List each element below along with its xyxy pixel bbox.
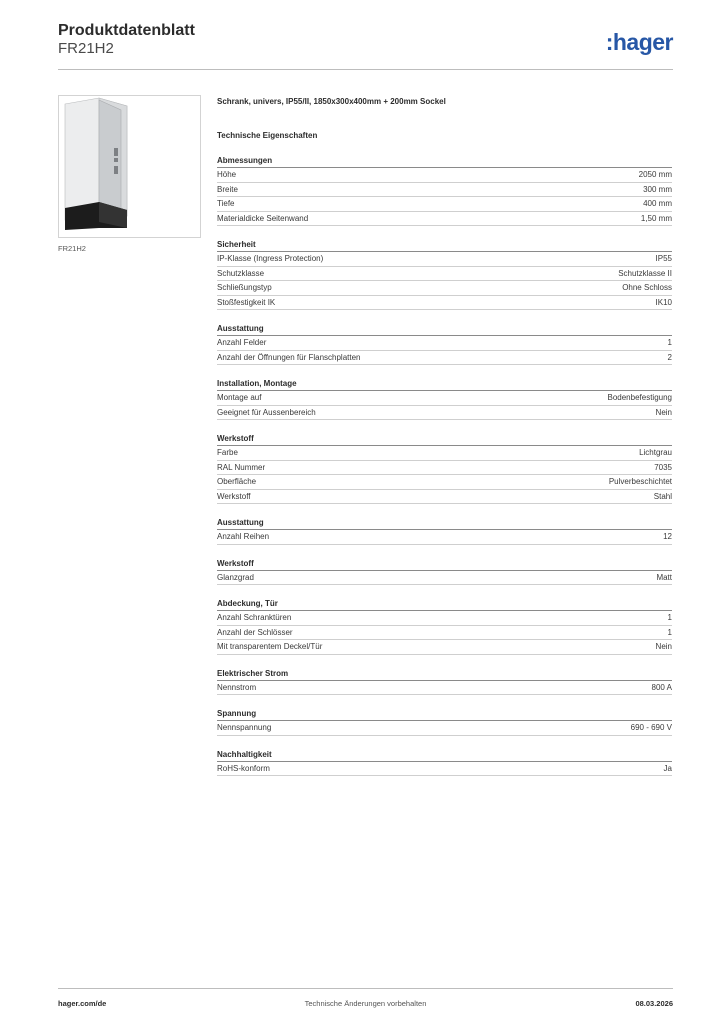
spec-value: 7035 bbox=[654, 462, 672, 472]
spec-value: Ohne Schloss bbox=[622, 283, 672, 292]
spec-value: Nein bbox=[655, 642, 672, 651]
spec-value: 690 - 690 V bbox=[630, 723, 672, 732]
spec-value: Lichtgrau bbox=[639, 448, 672, 457]
spec-section bbox=[217, 749, 672, 777]
section-title: Nachhaltigkeit bbox=[217, 749, 672, 762]
spec-row bbox=[217, 461, 672, 476]
section-title: Sicherheit bbox=[217, 239, 672, 252]
spec-label: Werkstoff bbox=[217, 491, 251, 501]
spec-value: Pulverbeschichtet bbox=[608, 477, 672, 486]
product-description: Schrank, univers, IP55/II, 1850x300x400mm + 200mm Sockel bbox=[217, 97, 446, 106]
spec-label: Stoßfestigkeit IK bbox=[217, 297, 276, 307]
page-header bbox=[58, 21, 673, 70]
spec-label: Anzahl Reihen bbox=[217, 532, 270, 541]
spec-value: Nein bbox=[655, 407, 672, 417]
spec-section bbox=[217, 378, 672, 420]
spec-value: 800 A bbox=[651, 682, 672, 692]
spec-row bbox=[217, 406, 672, 421]
spec-row bbox=[217, 681, 672, 696]
spec-value: 2050 mm bbox=[638, 170, 672, 179]
section-title: Installation, Montage bbox=[217, 378, 672, 391]
spec-row bbox=[217, 626, 672, 641]
spec-value: IP55 bbox=[655, 254, 672, 263]
spec-value: Bodenbefestigung bbox=[607, 393, 672, 402]
section-title: Ausstattung bbox=[217, 517, 672, 530]
spec-section bbox=[217, 517, 672, 545]
spec-label: RAL Nummer bbox=[217, 462, 266, 472]
spec-section bbox=[217, 433, 672, 504]
spec-row bbox=[217, 391, 672, 406]
hager-logo: :hager bbox=[605, 29, 673, 55]
spec-row bbox=[217, 490, 672, 505]
spec-value: 12 bbox=[663, 532, 672, 541]
spec-row bbox=[217, 296, 672, 311]
spec-row bbox=[217, 611, 672, 626]
spec-row bbox=[217, 197, 672, 212]
spec-section bbox=[217, 708, 672, 736]
spec-label: Breite bbox=[217, 184, 238, 194]
spec-row bbox=[217, 252, 672, 267]
spec-value: Ja bbox=[663, 763, 672, 773]
spec-value: Schutzklasse II bbox=[618, 268, 672, 278]
section-title: Elektrischer Strom bbox=[217, 668, 672, 681]
spec-label: Geeignet für Aussenbereich bbox=[217, 407, 316, 417]
section-title: Abdeckung, Tür bbox=[217, 598, 672, 611]
spec-section bbox=[217, 155, 672, 226]
spec-row bbox=[217, 351, 672, 366]
spec-section bbox=[217, 598, 672, 655]
spec-label: Anzahl der Öffnungen für Flanschplatten bbox=[217, 352, 361, 362]
product-image-caption: FR21H2 bbox=[58, 244, 86, 253]
spec-value: 1 bbox=[667, 338, 672, 347]
spec-row bbox=[217, 721, 672, 736]
spec-value: 1 bbox=[667, 627, 672, 637]
spec-row bbox=[217, 281, 672, 296]
footer-date: 08.03.2026 bbox=[635, 999, 673, 1008]
spec-label: Nennstrom bbox=[217, 682, 257, 692]
spec-row bbox=[217, 762, 672, 777]
section-title: Werkstoff bbox=[217, 558, 672, 571]
spec-row bbox=[217, 183, 672, 198]
spec-row bbox=[217, 475, 672, 490]
spec-row bbox=[217, 530, 672, 545]
spec-value: 1 bbox=[667, 613, 672, 622]
spec-row bbox=[217, 212, 672, 227]
spec-row bbox=[217, 267, 672, 282]
spec-section bbox=[217, 239, 672, 310]
spec-label: RoHS-konform bbox=[217, 763, 270, 773]
spec-label: Oberfläche bbox=[217, 477, 257, 486]
spec-row bbox=[217, 571, 672, 586]
technical-properties-heading: Technische Eigenschaften bbox=[217, 131, 318, 140]
spec-label: Tiefe bbox=[217, 199, 235, 208]
spec-value: 2 bbox=[667, 352, 672, 362]
spec-value: 400 mm bbox=[643, 199, 672, 208]
footer-disclaimer: Technische Änderungen vorbehalten bbox=[304, 999, 427, 1008]
spec-section bbox=[217, 323, 672, 365]
spec-section bbox=[217, 668, 672, 696]
spec-label: Höhe bbox=[217, 170, 237, 179]
spec-label: Nennspannung bbox=[217, 723, 272, 732]
spec-row bbox=[217, 640, 672, 655]
spec-sections bbox=[217, 155, 672, 776]
spec-value: Matt bbox=[656, 572, 672, 582]
spec-row bbox=[217, 336, 672, 351]
spec-row bbox=[217, 446, 672, 461]
spec-label: Mit transparentem Deckel/Tür bbox=[217, 642, 323, 651]
spec-label: Montage auf bbox=[217, 393, 262, 402]
spec-label: Materialdicke Seitenwand bbox=[217, 213, 309, 223]
spec-value: Stahl bbox=[653, 491, 672, 501]
spec-label: Glanzgrad bbox=[217, 572, 254, 582]
spec-label: Anzahl Felder bbox=[217, 338, 267, 347]
spec-section bbox=[217, 558, 672, 586]
section-title: Werkstoff bbox=[217, 433, 672, 446]
spec-value: 300 mm bbox=[643, 184, 672, 194]
cabinet-illustration bbox=[59, 96, 200, 237]
spec-label: Schutzklasse bbox=[217, 268, 265, 278]
spec-value: 1,50 mm bbox=[640, 213, 672, 223]
spec-label: Farbe bbox=[217, 448, 238, 457]
document-title: Produktdatenblatt bbox=[58, 22, 195, 39]
section-title: Abmessungen bbox=[217, 155, 672, 168]
footer-website: hager.com/de bbox=[58, 999, 107, 1008]
page-footer bbox=[58, 988, 673, 1013]
spec-label: Anzahl Schranktüren bbox=[217, 613, 292, 622]
document-subtitle: FR21H2 bbox=[58, 40, 114, 57]
spec-row bbox=[217, 168, 672, 183]
section-title: Ausstattung bbox=[217, 323, 672, 336]
section-title: Spannung bbox=[217, 708, 672, 721]
spec-value: IK10 bbox=[655, 297, 672, 307]
spec-content bbox=[217, 96, 672, 776]
spec-label: IP-Klasse (Ingress Protection) bbox=[217, 254, 324, 263]
spec-label: Schließungstyp bbox=[217, 283, 272, 292]
spec-label: Anzahl der Schlösser bbox=[217, 627, 293, 637]
product-image bbox=[58, 95, 201, 238]
